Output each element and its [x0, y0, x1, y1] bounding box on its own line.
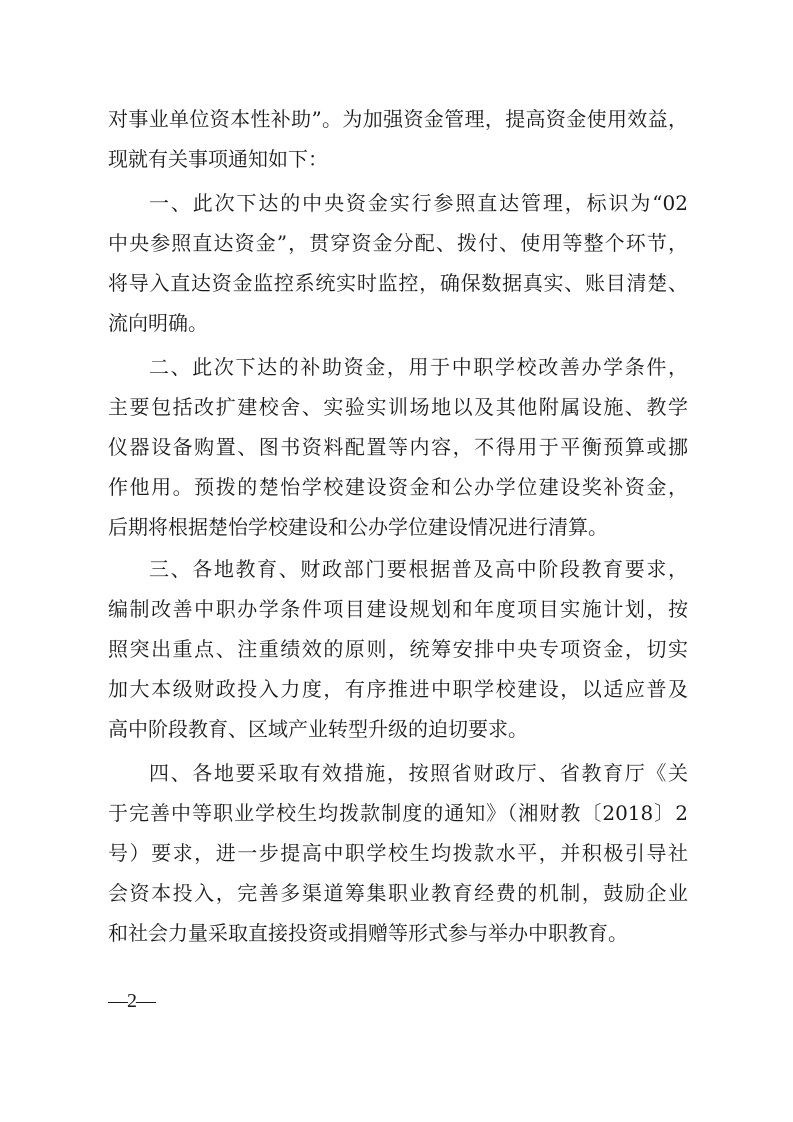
- text-line: 对事业单位资本性补助”。为加强资金管理，提高资金使用效益，: [108, 107, 688, 131]
- text-line: 现就有关事项通知如下：: [108, 147, 328, 171]
- text-line: 和社会力量采取直接投资或捐赠等形式参与举办中职教育。: [108, 921, 628, 945]
- text-line: 主要包括改扩建校舍、实验实训场地以及其他附属设施、教学: [108, 395, 688, 419]
- text-line: 流向明确。: [108, 311, 208, 335]
- text-line: 于完善中等职业学校生均拨款制度的通知》（湘财教〔2018〕2: [108, 801, 688, 825]
- text-line: 照突出重点、注重绩效的原则，统筹安排中央专项资金，切实: [108, 637, 688, 661]
- text-line: 高中阶段教育、区域产业转型升级的迫切要求。: [108, 717, 528, 741]
- text-line: 四、各地要采取有效措施，按照省财政厅、省教育厅《关: [149, 761, 688, 785]
- text-line: 编制改善中职办学条件项目建设规划和年度项目实施计划，按: [108, 597, 688, 621]
- text-line: 号）要求，进一步提高中职学校生均拨款水平，并积极引导社: [108, 841, 688, 865]
- text-line: 作他用。预拨的楚怡学校建设资金和公办学位建设奖补资金，: [108, 475, 688, 499]
- text-line: 加大本级财政投入力度，有序推进中职学校建设，以适应普及: [108, 677, 688, 701]
- text-line: 后期将根据楚怡学校建设和公办学位建设情况进行清算。: [108, 515, 608, 539]
- text-line: 仪器设备购置、图书资料配置等内容，不得用于平衡预算或挪: [108, 435, 688, 459]
- text-line: 将导入直达资金监控系统实时监控，确保数据真实、账目清楚、: [108, 271, 688, 295]
- text-line: 一、此次下达的中央资金实行参照直达管理，标识为“02: [149, 191, 688, 215]
- text-line: 二、此次下达的补助资金，用于中职学校改善办学条件，: [149, 355, 688, 379]
- page-number: —2—: [108, 990, 155, 1012]
- text-line: 三、各地教育、财政部门要根据普及高中阶段教育要求，: [149, 557, 688, 581]
- text-line: 中央参照直达资金”，贯穿资金分配、拨付、使用等整个环节，: [108, 231, 688, 255]
- text-line: 会资本投入，完善多渠道筹集职业教育经费的机制，鼓励企业: [108, 881, 688, 905]
